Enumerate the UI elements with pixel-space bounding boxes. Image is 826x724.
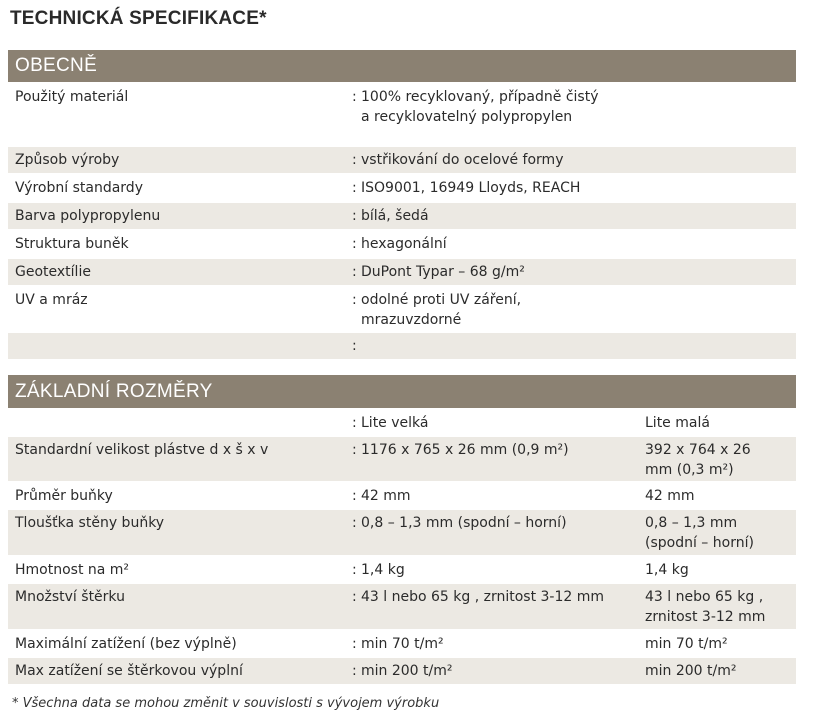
row-colon: :: [352, 415, 357, 431]
table-row: [8, 557, 796, 584]
table-row: [8, 147, 796, 175]
row-value: hexagonální: [361, 236, 447, 252]
row-label: Použitý materiál: [15, 89, 129, 105]
dimensions-table: [8, 410, 796, 686]
row-colon: :: [352, 589, 357, 605]
row-value: vstřikování do ocelové formy: [361, 152, 564, 168]
row-value: 1176 x 765 x 26 mm (0,9 m²): [361, 442, 569, 458]
row-value-cell: [352, 635, 632, 655]
row-label: Výrobní standardy: [15, 180, 143, 196]
row-value-cell: [352, 414, 632, 434]
footnote: * Všechna data se mohou změnit v souvislosti s vývojem výrobku: [12, 696, 440, 711]
row-label: Standardní velikost plástve d x š x v: [15, 442, 269, 458]
table-row: [8, 231, 796, 259]
row-colon: :: [352, 338, 357, 354]
row-value: 100% recyklovaný, případně čistý a recyklovatelný polypropylen: [361, 89, 599, 125]
row-value: odolné proti UV záření, mrazuvzdorné: [361, 292, 522, 328]
row-colon: :: [352, 264, 357, 280]
row-label: Průměr buňky: [15, 488, 113, 504]
row-colon: :: [352, 488, 357, 504]
page-title: TECHNICKÁ SPECIFIKACE*: [10, 8, 267, 29]
row-colon: :: [352, 292, 357, 308]
table-row: [8, 510, 796, 557]
row-value-cell: [352, 441, 632, 461]
row-label: Způsob výroby: [15, 152, 120, 168]
table-row: [8, 437, 796, 483]
row-value: DuPont Typar – 68 g/m²: [361, 264, 525, 280]
table-row: [8, 175, 796, 203]
row-colon: :: [352, 89, 357, 105]
row-value-small: Lite malá: [645, 415, 710, 431]
row-value-small: 392 x 764 x 26 mm (0,3 m²): [645, 442, 751, 478]
row-label: Maximální zatížení (bez výplně): [15, 636, 237, 652]
row-value-small: min 70 t/m²: [645, 636, 728, 652]
row-colon: :: [352, 442, 357, 458]
table-row: [8, 483, 796, 510]
table-row: [8, 584, 796, 631]
row-colon: :: [352, 180, 357, 196]
row-label: Množství štěrku: [15, 589, 125, 605]
row-label: Max zatížení se štěrkovou výplní: [15, 663, 243, 679]
row-colon: :: [352, 636, 357, 652]
table-row: [8, 410, 796, 437]
row-value-small: 42 mm: [645, 488, 695, 504]
row-value: Lite velká: [361, 415, 429, 431]
row-colon: :: [352, 562, 357, 578]
row-value-small: min 200 t/m²: [645, 663, 737, 679]
row-value-cell: [352, 151, 632, 171]
row-value-small: 0,8 – 1,3 mm (spodní – horní): [645, 515, 754, 551]
section-header-dimensions: ZÁKLADNÍ ROZMĚRY: [8, 375, 796, 408]
row-value-cell: [352, 561, 632, 581]
row-value: 42 mm: [361, 488, 411, 504]
table-row: [8, 658, 796, 686]
row-value-cell: [352, 207, 632, 227]
row-label: Hmotnost na m²: [15, 562, 130, 578]
row-value-cell: [352, 662, 632, 682]
table-row: [8, 287, 796, 333]
row-value-cell: [352, 88, 632, 127]
row-label: UV a mráz: [15, 292, 88, 308]
row-value-cell: [352, 487, 632, 507]
row-value-cell: [352, 588, 632, 608]
table-row: [8, 84, 796, 147]
table-row: [8, 631, 796, 658]
row-value: 1,4 kg: [361, 562, 405, 578]
row-colon: :: [352, 515, 357, 531]
row-label: Geotextílie: [15, 264, 91, 280]
row-colon: :: [352, 208, 357, 224]
row-value-cell: [352, 514, 632, 534]
table-row: [8, 203, 796, 231]
row-label: Tloušťka stěny buňky: [15, 515, 165, 531]
general-table: [8, 84, 796, 361]
row-colon: :: [352, 236, 357, 252]
table-row: [8, 259, 796, 287]
row-label: Barva polypropylenu: [15, 208, 161, 224]
row-value-small: 1,4 kg: [645, 562, 689, 578]
row-value-small: 43 l nebo 65 kg , zrnitost 3-12 mm: [645, 589, 766, 625]
row-value-cell: [352, 179, 632, 199]
row-value: 0,8 – 1,3 mm (spodní – horní): [361, 515, 567, 531]
row-value-cell: [352, 263, 632, 283]
row-value: bílá, šedá: [361, 208, 429, 224]
section-header-general: OBECNĚ: [8, 50, 796, 82]
row-value: 43 l nebo 65 kg , zrnitost 3-12 mm: [361, 589, 605, 605]
row-colon: :: [352, 663, 357, 679]
row-value: min 70 t/m²: [361, 636, 444, 652]
table-row: [8, 333, 796, 361]
row-value-cell: [352, 235, 632, 255]
row-colon: :: [352, 152, 357, 168]
row-label: Struktura buněk: [15, 236, 129, 252]
row-value: min 200 t/m²: [361, 663, 453, 679]
row-value: ISO9001, 16949 Lloyds, REACH: [361, 180, 581, 196]
row-value-cell: [352, 291, 632, 330]
